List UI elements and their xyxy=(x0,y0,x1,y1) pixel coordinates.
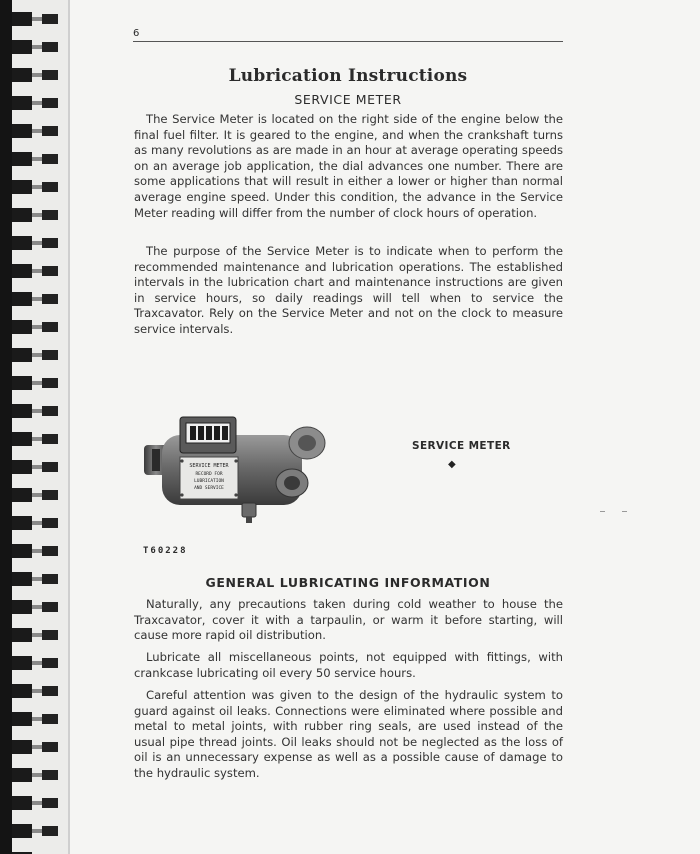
paragraph-service-meter-location xyxy=(134,112,563,221)
paragraph-miscellaneous-points xyxy=(134,650,563,681)
paragraph-text: Naturally, any precautions taken during cold weather to house the Traxcavator, cover it with a tarpaulin, or warm it before starting, will cause more rapid oil distribution. xyxy=(134,597,563,643)
page-title: Lubrication Instructions xyxy=(228,66,468,86)
plate-line-1: SERVICE METER xyxy=(189,463,229,469)
paragraph-text: Lubricate all miscellaneous points, not equipped with fittings, with crankcase lubricating oil every 50 service hours. xyxy=(134,650,563,680)
plate-line-3: LUBRICATION xyxy=(194,479,224,484)
paragraph-text: The Service Meter is located on the right side of the engine below the final fuel filter. It is geared to the engine, and when the crankshaft turns as many revolutions as are made in an hour at average operating speeds on an average job application, the dial advances one number. There are some applications that will result in either a lower or higher than normal average engine speed. Under this condition, the advance in the Service Meter reading will differ from the number of clock hours of operation. xyxy=(134,112,563,220)
service-meter-photo xyxy=(142,405,332,530)
scan-speck xyxy=(622,511,627,512)
scan-speck xyxy=(600,511,605,512)
paragraph-hydraulic-system xyxy=(134,688,563,782)
plate-line-2: RECORD FOR xyxy=(195,472,223,477)
figure-caption: SERVICE METER xyxy=(412,440,511,452)
page-subtitle: SERVICE METER xyxy=(294,92,402,107)
paragraph-text: Careful attention was given to the design of the hydraulic system to guard against oil leaks. Connections were eliminated where possible and metal to metal joints, with rubber ring seals, are used instead of the usual pipe thread joints. Oil leaks should not be neglected as the loss of oil is an unnecessary expense as well as a possible cause of damage to the hydraulic system. xyxy=(134,688,563,780)
plate-line-4: AND SERVICE xyxy=(194,486,224,491)
paragraph-cold-weather xyxy=(134,597,563,644)
paragraph-service-meter-purpose xyxy=(134,244,563,338)
header-rule xyxy=(133,41,563,42)
spiral-binding xyxy=(0,0,70,854)
photo-reference-code: T60228 xyxy=(143,546,188,556)
page-number: 6 xyxy=(133,28,140,39)
paragraph-text: The purpose of the Service Meter is to indicate when to perform the recommended maintenance and lubrication operations. The established intervals in the lubrication chart and maintenance instructions are given in service hours, so daily readings will tell when to service the Traxcavator. Rely on the Service Meter and not on the clock to measure service intervals. xyxy=(134,244,563,336)
diamond-pointer-icon: ◆ xyxy=(448,459,456,470)
section-heading: GENERAL LUBRICATING INFORMATION xyxy=(205,575,491,590)
